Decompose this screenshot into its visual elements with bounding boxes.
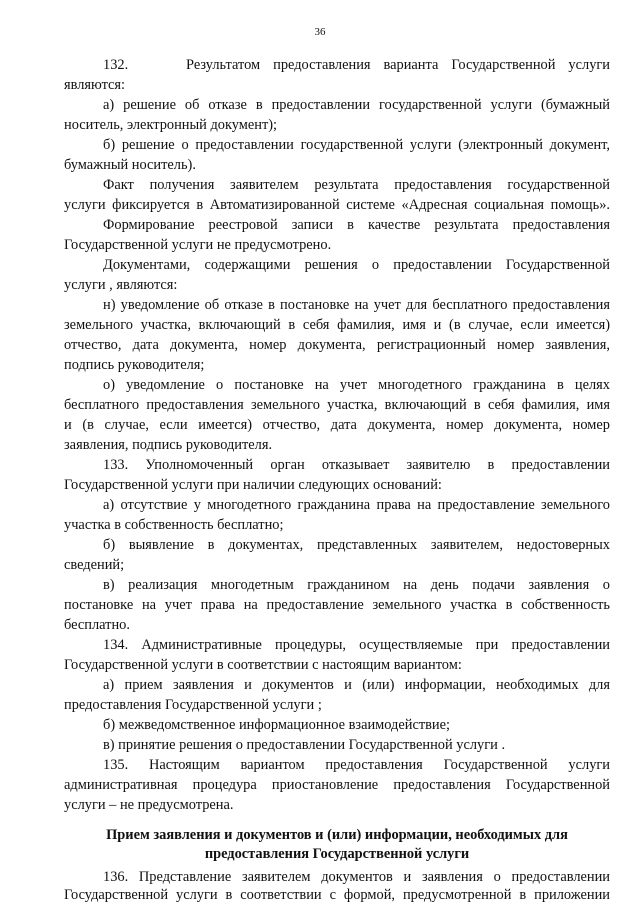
- paragraph-line: о) уведомление о постановке на учет многодетного гражданина в целях: [103, 377, 610, 393]
- paragraph-line: а) отсутствие у многодетного гражданина права на предоставление земельного: [103, 497, 610, 513]
- paragraph-line: предоставления Государственной услуги ;: [64, 697, 322, 713]
- paragraph-line: Государственной услуги в соответствии с настоящим вариантом:: [64, 657, 462, 673]
- paragraph-line: а) решение об отказе в предоставлении государственной услуги (бумажный: [103, 97, 610, 113]
- heading-line: предоставления Государственной услуги: [204, 846, 470, 862]
- paragraph-line: н) уведомление об отказе в постановке на учет для бесплатного предоставления: [103, 297, 610, 313]
- paragraph-line: и (в случае, если имеется) отчество, дата документа, номер документа, номер: [64, 417, 610, 433]
- paragraph-line: услуги , являются:: [64, 277, 178, 293]
- paragraph-line: бесплатно.: [64, 617, 130, 633]
- paragraph-line: 133. Уполномоченный орган отказывает заявителю в предоставлении: [103, 457, 610, 473]
- heading-line: Прием заявления и документов и (или) информации, необходимых для: [106, 827, 568, 843]
- paragraph-line: отчество, дата документа, номер документа, регистрационный номер заявления,: [64, 337, 610, 353]
- paragraph-line: 134. Административные процедуры, осуществляемые при предоставлении: [103, 637, 610, 653]
- paragraph-line: 136. Представление заявителем документов и заявления о предоставлении: [103, 869, 610, 885]
- paragraph-line: являются:: [64, 77, 126, 93]
- paragraph-line-text: Результатом предоставления варианта Государственной услуги: [186, 57, 610, 73]
- paragraph-line: а) прием заявления и документов и (или) информации, необходимых для: [103, 677, 610, 693]
- paragraph-line: б) межведомственное информационное взаимодействие;: [103, 717, 451, 733]
- paragraph-line: Государственной услуги не предусмотрено.: [64, 237, 332, 253]
- paragraph-line: Государственной услуги при наличии следующих оснований:: [64, 477, 442, 493]
- paragraph-line: постановке на учет права на предоставление земельного участка в собственность: [64, 597, 610, 613]
- paragraph-line: б) выявление в документах, представленных заявителем, недостоверных: [103, 537, 610, 553]
- paragraph-line: участка в собственность бесплатно;: [64, 517, 284, 533]
- paragraph-line: Государственной услуги в соответствии с формой, предусмотренной в приложении: [64, 887, 610, 903]
- paragraph-line: Формирование реестровой записи в качестве результата предоставления: [103, 217, 610, 233]
- paragraph-line: Документами, содержащими решения о предоставлении Государственной: [103, 257, 610, 273]
- paragraph-line: услуги фиксируется в Автоматизированной системе «Адресная социальная помощь».: [64, 197, 610, 213]
- paragraph-line: бумажный носитель).: [64, 157, 196, 173]
- item-number: 132.: [103, 57, 129, 73]
- paragraph-line: носитель, электронный документ);: [64, 117, 278, 133]
- paragraph-line: земельного участка, включающий в себя фамилия, имя и (в случае, если имеется): [64, 317, 610, 333]
- paragraph-line: Факт получения заявителем результата предоставления государственной: [103, 177, 610, 193]
- paragraph-line: [64, 56, 610, 74]
- paragraph-line: бесплатного предоставления земельного участка, включающий в себя фамилия, имя: [64, 397, 610, 413]
- paragraph-line: услуги – не предусмотрена.: [64, 797, 234, 813]
- paragraph-line: в) принятие решения о предоставлении Государственной услуги .: [103, 737, 506, 753]
- paragraph-line: административная процедура приостановление предоставления Государственной: [64, 777, 610, 793]
- paragraph-line: заявления, подпись руководителя.: [64, 437, 273, 453]
- paragraph-line: в) реализация многодетным гражданином на день подачи заявления о: [103, 577, 610, 593]
- page-number: 36: [314, 26, 326, 38]
- paragraph-line: сведений;: [64, 557, 125, 573]
- paragraph-line: 135. Настоящим вариантом предоставления Государственной услуги: [103, 757, 610, 773]
- paragraph-line: б) решение о предоставлении государственной услуги (электронный документ,: [103, 137, 610, 153]
- paragraph-line: подпись руководителя;: [64, 357, 205, 373]
